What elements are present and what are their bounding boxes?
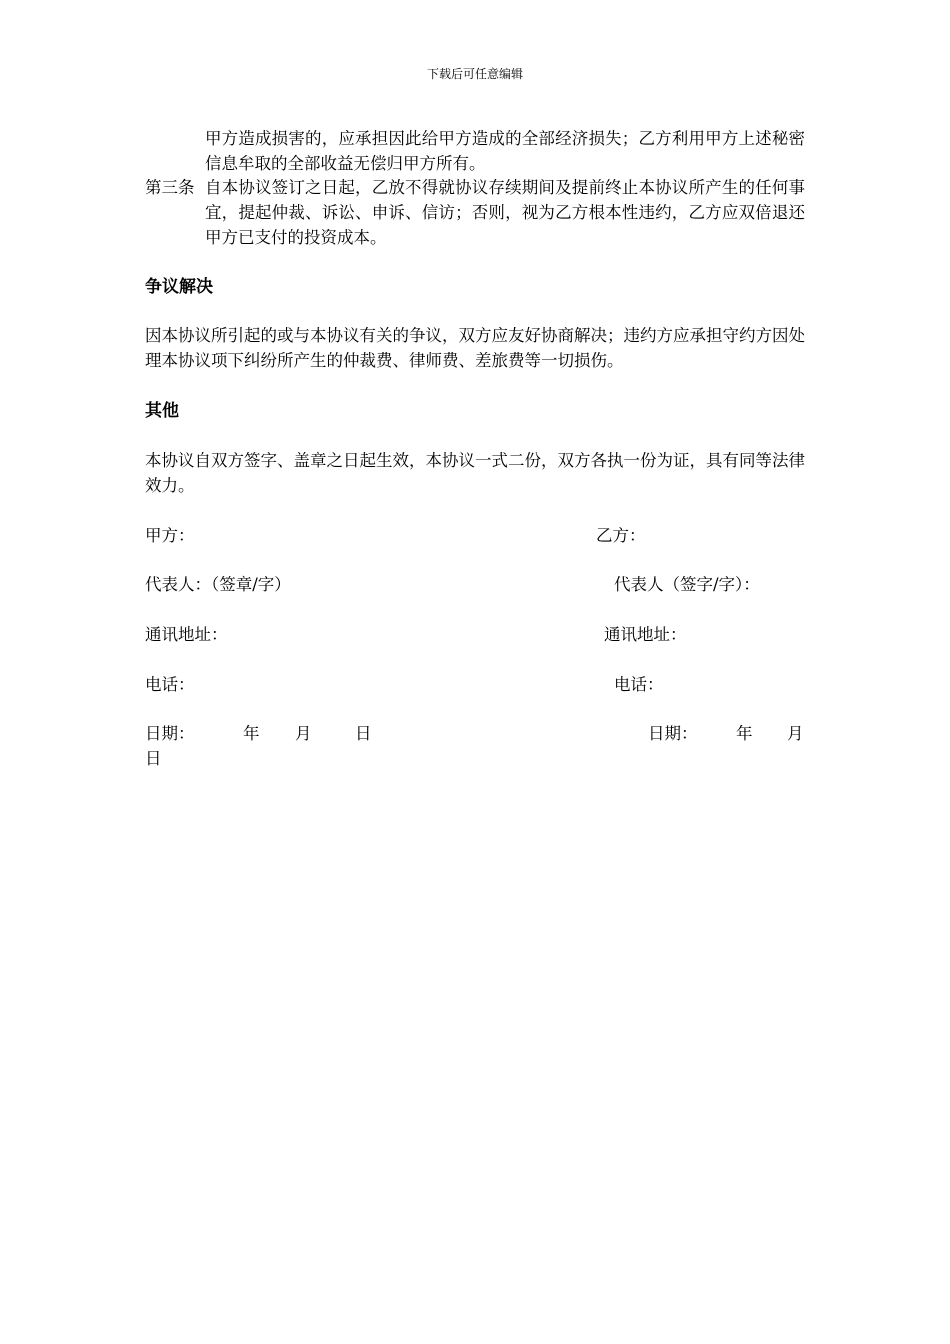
- clause-number: 第三条: [145, 178, 195, 197]
- party-b-phone: 电话：: [614, 675, 664, 694]
- clause-text: 自本协议签订之日起，乙放不得就协议存续期间及提前终止本协议所产生的任何事宜，提起仲裁、诉讼、申诉、信访；否则，视为乙方根本性违约，乙方应双倍退还甲方已支付的投资成本。: [205, 178, 805, 247]
- party-b-representative: 代表人（签字/字）：: [614, 575, 760, 594]
- party-a-phone: 电话：: [145, 675, 195, 694]
- other-paragraph: 本协议自双方签字、盖章之日起生效，本协议一式二份，双方各执一份为证，具有同等法律效力。: [145, 451, 805, 495]
- party-a-label: 甲方：: [145, 526, 195, 545]
- clause-three: [145, 175, 805, 250]
- party-a-date-year: 年: [243, 724, 260, 743]
- party-b-date-year: 年: [736, 724, 753, 743]
- party-b-address: 通讯地址：: [604, 625, 687, 644]
- dispute-heading: 争议解决: [145, 277, 213, 297]
- party-b-date-month: 月: [787, 724, 804, 743]
- party-a-date-day: 日: [355, 724, 372, 743]
- party-b-label: 乙方：: [596, 526, 646, 545]
- party-a-date-month: 月: [295, 724, 312, 743]
- dispute-paragraph: 因本协议所引起的或与本协议有关的争议，双方应友好协商解决；违约方应承担守约方因处理本协议项下纠纷所产生的仲裁费、律师费、差旅费等一切损伤。: [145, 326, 805, 370]
- party-a-date-label: 日期：: [145, 724, 195, 743]
- party-b-date-label: 日期：: [648, 724, 698, 743]
- other-heading: 其他: [145, 401, 179, 421]
- party-b-date-day: 日: [145, 749, 162, 768]
- header-note: 下载后可任意编辑: [426, 67, 523, 81]
- party-a-address: 通讯地址：: [145, 625, 228, 644]
- clause-continuation: 甲方造成损害的，应承担因此给甲方造成的全部经济损失；乙方利用甲方上述秘密信息牟取的全部收益无偿归甲方所有。: [205, 129, 805, 173]
- party-a-representative: 代表人：（签章/字）: [145, 575, 291, 594]
